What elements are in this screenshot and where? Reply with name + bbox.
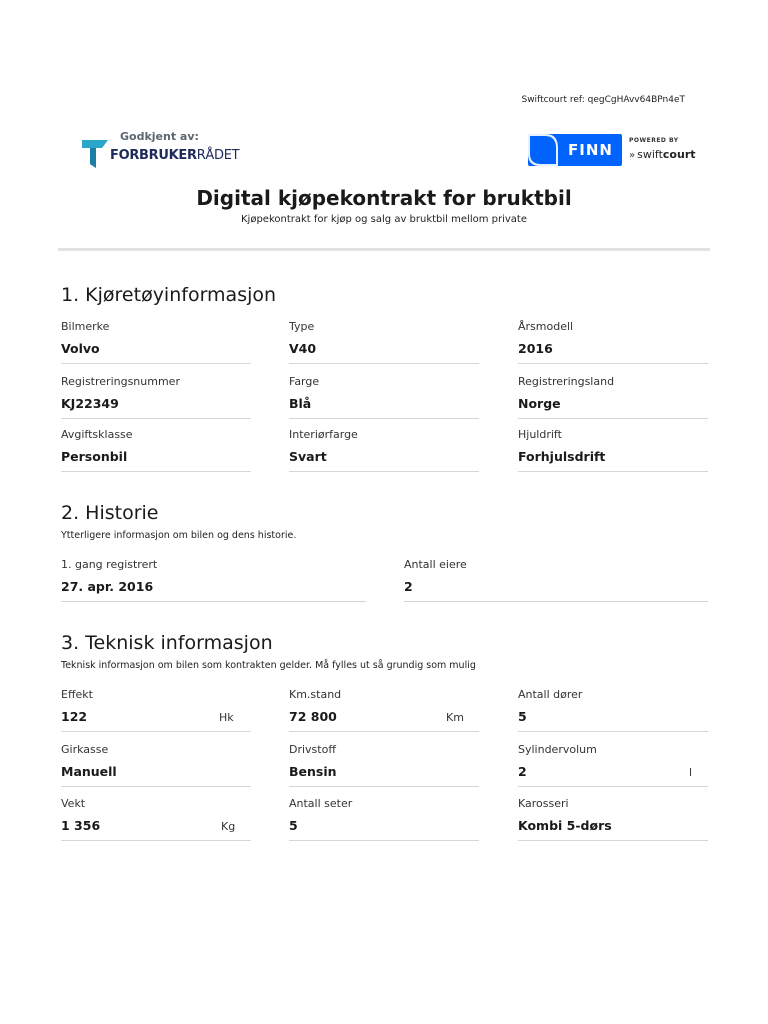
field-label: Avgiftsklasse xyxy=(61,428,133,441)
field-karosseri xyxy=(518,797,708,833)
field-label: Registreringsnummer xyxy=(61,375,180,388)
field-label: Sylindervolum xyxy=(518,743,597,756)
field-underline xyxy=(518,363,708,364)
approved-by-label: Godkjent av: xyxy=(120,130,199,143)
field-unit: Kg xyxy=(221,820,236,833)
field-label: Karosseri xyxy=(518,797,569,810)
header-divider xyxy=(58,248,710,251)
field-vekt xyxy=(61,797,251,833)
field-value: 27. apr. 2016 xyxy=(61,579,154,594)
field-value: 122 xyxy=(61,709,88,724)
section-heading: 3. Teknisk informasjon xyxy=(61,632,273,654)
field-value-row xyxy=(518,764,708,779)
finn-logo xyxy=(528,134,622,166)
field-label: Km.stand xyxy=(289,688,342,701)
field-type xyxy=(289,320,479,356)
field-underline xyxy=(518,786,708,787)
field-label: Type xyxy=(289,320,315,333)
field-antall-seter xyxy=(289,797,479,833)
field-label: Årsmodell xyxy=(518,320,574,333)
field-underline xyxy=(518,840,708,841)
field-value: Norge xyxy=(518,396,561,411)
field-underline xyxy=(289,363,479,364)
field-value-row xyxy=(61,709,251,724)
field-label: Effekt xyxy=(61,688,93,701)
field-kmstand xyxy=(289,688,479,724)
field-value: 2 xyxy=(518,764,527,779)
field-farge xyxy=(289,375,479,411)
field-label: Girkasse xyxy=(61,743,109,756)
field-value: Manuell xyxy=(61,764,117,779)
powered-by-label: POWERED BY xyxy=(629,137,679,144)
field-effekt xyxy=(61,688,251,724)
field-forste-registrert xyxy=(61,558,366,594)
swiftcourt-reference: Swiftcourt ref: qegCgHAvv64BPn4eT xyxy=(521,95,685,105)
page-subtitle: Kjøpekontrakt for kjøp og salg av bruktbil mellom private xyxy=(241,214,527,225)
field-value: KJ22349 xyxy=(61,396,119,411)
field-unit: Hk xyxy=(219,711,234,724)
field-antall-dorer xyxy=(518,688,708,724)
field-girkasse xyxy=(61,743,251,779)
field-value: 72 800 xyxy=(289,709,337,724)
field-label: Interiørfarge xyxy=(289,428,358,441)
field-label: Farge xyxy=(289,375,320,388)
field-label: Vekt xyxy=(61,797,86,810)
field-registreringsnummer xyxy=(61,375,251,411)
vehicle-info-section xyxy=(61,284,711,306)
section-description: Teknisk informasjon om bilen som kontrakten gelder. Må fylles ut så grundig som mulig xyxy=(61,660,476,671)
section-heading: 2. Historie xyxy=(61,502,159,524)
field-drivstoff xyxy=(289,743,479,779)
history-section xyxy=(61,502,711,541)
field-label: Hjuldrift xyxy=(518,428,562,441)
field-value: 2016 xyxy=(518,341,553,356)
field-value: 5 xyxy=(518,709,527,724)
field-label: Antall eiere xyxy=(404,558,467,571)
field-underline xyxy=(404,601,708,602)
field-underline xyxy=(518,731,708,732)
forbrukerradet-logo xyxy=(80,128,240,176)
field-value: Svart xyxy=(289,449,327,464)
field-underline xyxy=(289,786,479,787)
field-label: Bilmerke xyxy=(61,320,110,333)
field-value-row xyxy=(61,818,251,833)
field-value: Kombi 5-dørs xyxy=(518,818,612,833)
field-value-row xyxy=(289,709,479,724)
field-underline xyxy=(289,731,479,732)
field-label: Antall dører xyxy=(518,688,583,701)
field-value: Volvo xyxy=(61,341,100,356)
finn-label: FINN xyxy=(568,141,613,159)
field-registreringsland xyxy=(518,375,708,411)
field-underline xyxy=(61,786,251,787)
swiftcourt-chevron-icon: » xyxy=(629,150,636,161)
field-underline xyxy=(518,418,708,419)
field-underline xyxy=(518,471,708,472)
field-label: Antall seter xyxy=(289,797,353,810)
forbrukerradet-wordmark: FORBRUKERRÅDET xyxy=(110,148,240,163)
field-value: Forhjulsdrift xyxy=(518,449,606,464)
field-value: 5 xyxy=(289,818,298,833)
field-value: Bensin xyxy=(289,764,337,779)
field-underline xyxy=(289,418,479,419)
field-label: 1. gang registrert xyxy=(61,558,158,571)
field-value: Blå xyxy=(289,396,312,411)
field-underline xyxy=(289,471,479,472)
field-value: 2 xyxy=(404,579,413,594)
field-underline xyxy=(61,471,251,472)
field-arsmodell xyxy=(518,320,708,356)
field-unit: Km xyxy=(446,711,464,724)
field-value: V40 xyxy=(289,341,317,356)
field-antall-eiere xyxy=(404,558,708,594)
technical-section xyxy=(61,632,711,671)
field-label: Drivstoff xyxy=(289,743,336,756)
finn-mark-icon xyxy=(528,134,558,166)
field-bilmerke xyxy=(61,320,251,356)
finn-swiftcourt-logo xyxy=(528,134,696,170)
section-description: Ytterligere informasjon om bilen og dens historie. xyxy=(61,530,297,541)
section-heading: 1. Kjøretøyinformasjon xyxy=(61,284,277,306)
field-interiorfarge xyxy=(289,428,479,464)
field-underline xyxy=(61,363,251,364)
field-underline xyxy=(289,840,479,841)
forbrukerradet-mark-icon xyxy=(80,138,110,170)
field-label: Registreringsland xyxy=(518,375,615,388)
field-value: Personbil xyxy=(61,449,128,464)
page-title: Digital kjøpekontrakt for bruktbil xyxy=(196,186,572,210)
field-underline xyxy=(61,418,251,419)
field-underline xyxy=(61,840,251,841)
field-value: 1 356 xyxy=(61,818,101,833)
field-sylindervolum xyxy=(518,743,708,779)
field-underline xyxy=(61,731,251,732)
field-underline xyxy=(61,601,366,602)
field-avgiftsklasse xyxy=(61,428,251,464)
field-hjuldrift xyxy=(518,428,708,464)
swiftcourt-wordmark: » swiftcourt xyxy=(629,148,696,161)
field-unit: l xyxy=(689,766,693,779)
